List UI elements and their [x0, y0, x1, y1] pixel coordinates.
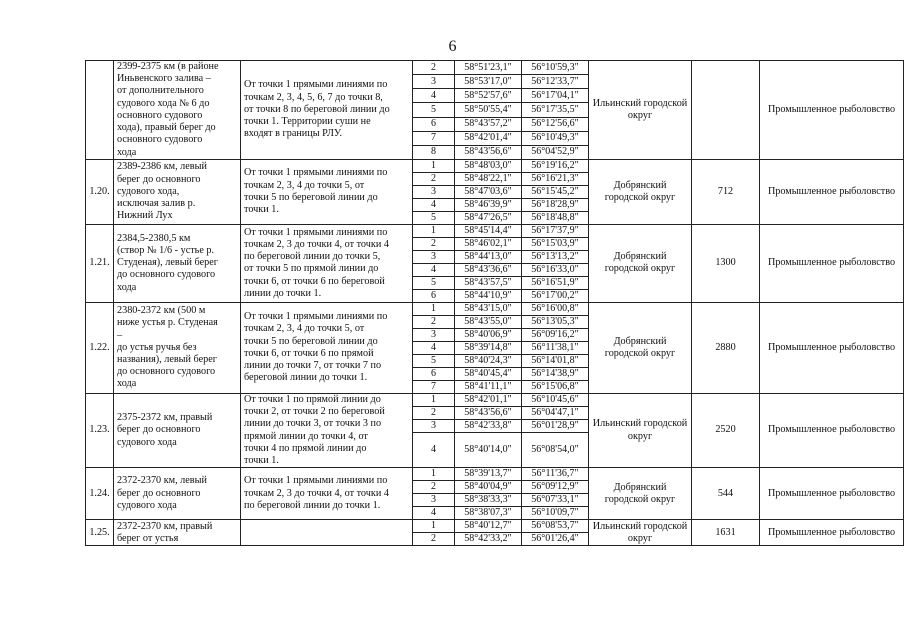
longitude-cell: 56°04'52,9": [522, 145, 589, 159]
point-number: 2: [413, 61, 455, 75]
area-cell: 2880: [692, 302, 760, 393]
latitude-cell: 58°38'07,3": [455, 507, 522, 520]
latitude-cell: 58°43'15,0": [455, 302, 522, 315]
longitude-cell: 56°12'33,7": [522, 75, 589, 89]
section-number: [86, 61, 114, 160]
longitude-cell: 56°04'47,1": [522, 406, 589, 419]
point-number: 5: [413, 276, 455, 289]
district-cell: [589, 224, 692, 302]
location-cell: [114, 393, 241, 467]
latitude-cell: 58°50'55,4": [455, 103, 522, 117]
latitude-cell: 58°39'14,8": [455, 341, 522, 354]
latitude-cell: 58°53'17,0": [455, 75, 522, 89]
location-cell-text: 2380-2372 км (500 м ниже устья р. Студеная – до устья ручья без названия), левый берег до основного судового хода: [117, 305, 218, 390]
longitude-cell: 56°17'35,5": [522, 103, 589, 117]
boundary-description-cell-text: От точки 1 прямыми линиями по точкам 2, 3, 4, 5, 6, 7 до точки 8, от точки 8 по береговой линии до точки 1. Территории суши не входят в границы РЛУ.: [244, 79, 390, 140]
latitude-cell: 58°43'56,6": [455, 145, 522, 159]
point-number: 4: [413, 198, 455, 211]
location-cell: [114, 224, 241, 302]
latitude-cell: 58°44'10,9": [455, 289, 522, 302]
longitude-cell: 56°15'06,8": [522, 380, 589, 393]
boundary-description-cell-text: От точки 1 прямыми линиями по точкам 2, 3, 4 до точки 5, от точки 5 по береговой линии до точки 1.: [244, 167, 388, 216]
longitude-cell: 56°13'05,3": [522, 315, 589, 328]
area-cell: 1631: [692, 520, 760, 546]
latitude-cell: 58°42'01,4": [455, 131, 522, 145]
area-cell: 712: [692, 159, 760, 224]
longitude-cell: 56°16'00,8": [522, 302, 589, 315]
usage-type-cell-text: Промышленное рыболовство: [767, 341, 896, 353]
point-number: 2: [413, 533, 455, 546]
boundary-description-cell: [241, 159, 413, 224]
location-cell: [114, 520, 241, 546]
latitude-cell: 58°46'39,9": [455, 198, 522, 211]
point-number: 3: [413, 185, 455, 198]
boundary-description-cell: [241, 393, 413, 467]
district-cell-text: Добрянский городской округ: [604, 481, 676, 505]
boundary-description-cell: [241, 61, 413, 160]
latitude-cell: 58°47'26,5": [455, 211, 522, 224]
latitude-cell: 58°48'22,1": [455, 172, 522, 185]
location-cell-text: 2375-2372 км, правый берег до основного судового хода: [117, 412, 213, 448]
longitude-cell: 56°18'28,9": [522, 198, 589, 211]
usage-type-cell-text: Промышленное рыболовство: [767, 487, 896, 499]
usage-type-cell: [760, 393, 904, 467]
district-cell-text: Ильинский городской округ: [592, 97, 688, 121]
section-number: 1.25.: [86, 520, 114, 546]
latitude-cell: 58°43'36,6": [455, 263, 522, 276]
table-row: [86, 61, 904, 75]
boundary-description-cell: [241, 520, 413, 546]
point-number: 4: [413, 507, 455, 520]
point-number: 2: [413, 315, 455, 328]
longitude-cell: 56°09'12,9": [522, 481, 589, 494]
boundary-description-cell: [241, 224, 413, 302]
location-cell-text: 2384,5-2380,5 км (створ № 1/6 - устье р. Студеная), левый берег до основного судового хода: [117, 232, 218, 293]
point-number: 2: [413, 237, 455, 250]
latitude-cell: 58°40'06,9": [455, 328, 522, 341]
longitude-cell: 56°11'38,1": [522, 341, 589, 354]
area-cell: 544: [692, 468, 760, 520]
table-row: [86, 302, 904, 315]
district-cell-text: Ильинский городской округ: [592, 418, 688, 442]
latitude-cell: 58°43'55,0": [455, 315, 522, 328]
point-number: 3: [413, 75, 455, 89]
longitude-cell: 56°17'00,2": [522, 289, 589, 302]
point-number: 1: [413, 520, 455, 533]
longitude-cell: 56°13'13,2": [522, 250, 589, 263]
point-number: 5: [413, 211, 455, 224]
latitude-cell: 58°43'57,2": [455, 117, 522, 131]
section-number: 1.24.: [86, 468, 114, 520]
district-cell: [589, 393, 692, 467]
longitude-cell: 56°08'54,0": [522, 433, 589, 468]
usage-type-cell-text: Промышленное рыболовство: [767, 103, 896, 115]
table-row: [86, 468, 904, 481]
usage-type-cell-text: Промышленное рыболовство: [767, 257, 896, 269]
longitude-cell: 56°07'33,1": [522, 494, 589, 507]
latitude-cell: 58°42'33,2": [455, 533, 522, 546]
district-cell-text: Добрянский городской округ: [604, 251, 676, 275]
boundary-description-cell-text: От точки 1 прямыми линиями по точкам 2, 3 до точки 4, от точки 4 по береговой линии до точки 5, от точки 5 по прямой линии до точки 6, от точки 6 по береговой линии до точки 1.: [244, 226, 389, 299]
point-number: 4: [413, 263, 455, 276]
boundary-description-cell-text: От точки 1 прямыми линиями по точкам 2, 3, 4 до точки 5, от точки 5 по береговой линии до точки 6, от точки 6 по прямой линии до точки 7, от точки 7 по береговой линии до точки 1.: [244, 311, 388, 384]
location-cell-text: 2372-2370 км, левый берег до основного судового хода: [117, 475, 207, 511]
longitude-cell: 56°10'45,6": [522, 393, 589, 406]
point-number: 2: [413, 406, 455, 419]
point-number: 5: [413, 354, 455, 367]
latitude-cell: 58°39'13,7": [455, 468, 522, 481]
point-number: 3: [413, 328, 455, 341]
latitude-cell: 58°45'14,4": [455, 224, 522, 237]
longitude-cell: 56°09'16,2": [522, 328, 589, 341]
longitude-cell: 56°15'45,2": [522, 185, 589, 198]
longitude-cell: 56°16'33,0": [522, 263, 589, 276]
district-cell: [589, 520, 692, 546]
usage-type-cell-text: Промышленное рыболовство: [767, 424, 896, 436]
boundary-description-cell-text: От точки 1 прямыми линиями по точкам 2, 3 до точки 4, от точки 4 по береговой линии до точки 1.: [244, 475, 389, 511]
point-number: 4: [413, 89, 455, 103]
latitude-cell: 58°40'12,7": [455, 520, 522, 533]
longitude-cell: 56°10'59,3": [522, 61, 589, 75]
latitude-cell: 58°42'33,8": [455, 420, 522, 433]
table-row: [86, 520, 904, 533]
usage-type-cell-text: Промышленное рыболовство: [767, 526, 896, 538]
point-number: 1: [413, 159, 455, 172]
usage-type-cell: [760, 520, 904, 546]
point-number: 6: [413, 289, 455, 302]
usage-type-cell: [760, 302, 904, 393]
point-number: 6: [413, 117, 455, 131]
table-row: [86, 224, 904, 237]
area-cell: 2520: [692, 393, 760, 467]
point-number: 2: [413, 481, 455, 494]
location-cell-text: 2372-2370 км, правый берег от устья: [117, 520, 213, 544]
point-number: 4: [413, 433, 455, 468]
page-number: 6: [448, 38, 457, 55]
longitude-cell: 56°18'48,8": [522, 211, 589, 224]
point-number: 4: [413, 341, 455, 354]
point-number: 1: [413, 302, 455, 315]
longitude-cell: 56°01'26,4": [522, 533, 589, 546]
latitude-cell: 58°43'57,5": [455, 276, 522, 289]
latitude-cell: 58°38'33,3": [455, 494, 522, 507]
location-cell: [114, 302, 241, 393]
latitude-cell: 58°40'14,0": [455, 433, 522, 468]
table-row: [86, 393, 904, 406]
longitude-cell: 56°14'38,9": [522, 367, 589, 380]
latitude-cell: 58°40'04,9": [455, 481, 522, 494]
point-number: 3: [413, 494, 455, 507]
longitude-cell: 56°17'04,1": [522, 89, 589, 103]
table-row: [86, 159, 904, 172]
section-number: 1.23.: [86, 393, 114, 467]
section-number: 1.22.: [86, 302, 114, 393]
latitude-cell: 58°48'03,0": [455, 159, 522, 172]
location-cell: [114, 61, 241, 160]
section-number: 1.20.: [86, 159, 114, 224]
longitude-cell: 56°16'51,9": [522, 276, 589, 289]
latitude-cell: 58°52'57,6": [455, 89, 522, 103]
area-cell: [692, 61, 760, 160]
district-cell: [589, 159, 692, 224]
longitude-cell: 56°19'16,2": [522, 159, 589, 172]
usage-type-cell: [760, 224, 904, 302]
point-number: 2: [413, 172, 455, 185]
longitude-cell: 56°10'09,7": [522, 507, 589, 520]
longitude-cell: 56°17'37,9": [522, 224, 589, 237]
point-number: 7: [413, 380, 455, 393]
point-number: 1: [413, 393, 455, 406]
location-cell: [114, 159, 241, 224]
district-cell-text: Ильинский городской округ: [592, 520, 688, 544]
longitude-cell: 56°12'56,6": [522, 117, 589, 131]
point-number: 6: [413, 367, 455, 380]
district-cell-text: Добрянский городской округ: [604, 179, 676, 203]
usage-type-cell-text: Промышленное рыболовство: [767, 185, 896, 197]
boundary-description-cell: [241, 468, 413, 520]
longitude-cell: 56°11'36,7": [522, 468, 589, 481]
longitude-cell: 56°08'53,7": [522, 520, 589, 533]
latitude-cell: 58°46'02,1": [455, 237, 522, 250]
latitude-cell: 58°44'13,0": [455, 250, 522, 263]
point-number: 1: [413, 468, 455, 481]
boundary-description-cell: [241, 302, 413, 393]
boundary-description-cell-text: От точки 1 по прямой линии до точки 2, от точки 2 по береговой линии до точки 3, от точки 3 по прямой линии до точки 4, от точки 4 по прямой линии до точки 1.: [244, 393, 385, 467]
fishing-areas-table: [85, 60, 904, 546]
district-cell: [589, 468, 692, 520]
location-cell-text: 2399-2375 км (в районе Иньвенского залива – от дополнительного судового хода № 6 до основного судового хода), правый берег до основного судового хода: [117, 61, 219, 158]
district-cell: [589, 61, 692, 160]
point-number: 3: [413, 250, 455, 263]
longitude-cell: 56°16'21,3": [522, 172, 589, 185]
district-cell-text: Добрянский городской округ: [604, 335, 676, 359]
point-number: 5: [413, 103, 455, 117]
latitude-cell: 58°51'23,1": [455, 61, 522, 75]
usage-type-cell: [760, 468, 904, 520]
latitude-cell: 58°41'11,1": [455, 380, 522, 393]
location-cell: [114, 468, 241, 520]
point-number: 1: [413, 224, 455, 237]
point-number: 8: [413, 145, 455, 159]
longitude-cell: 56°15'03,9": [522, 237, 589, 250]
latitude-cell: 58°40'45,4": [455, 367, 522, 380]
area-cell: 1300: [692, 224, 760, 302]
latitude-cell: 58°43'56,6": [455, 406, 522, 419]
longitude-cell: 56°14'01,8": [522, 354, 589, 367]
point-number: 3: [413, 420, 455, 433]
district-cell: [589, 302, 692, 393]
section-number: 1.21.: [86, 224, 114, 302]
longitude-cell: 56°01'28,9": [522, 420, 589, 433]
longitude-cell: 56°10'49,3": [522, 131, 589, 145]
location-cell-text: 2389-2386 км, левый берег до основного судового хода, исключая залив р. Нижний Лух: [117, 161, 207, 222]
point-number: 7: [413, 131, 455, 145]
latitude-cell: 58°47'03,6": [455, 185, 522, 198]
latitude-cell: 58°42'01,1": [455, 393, 522, 406]
usage-type-cell: [760, 159, 904, 224]
usage-type-cell: [760, 61, 904, 160]
latitude-cell: 58°40'24,3": [455, 354, 522, 367]
